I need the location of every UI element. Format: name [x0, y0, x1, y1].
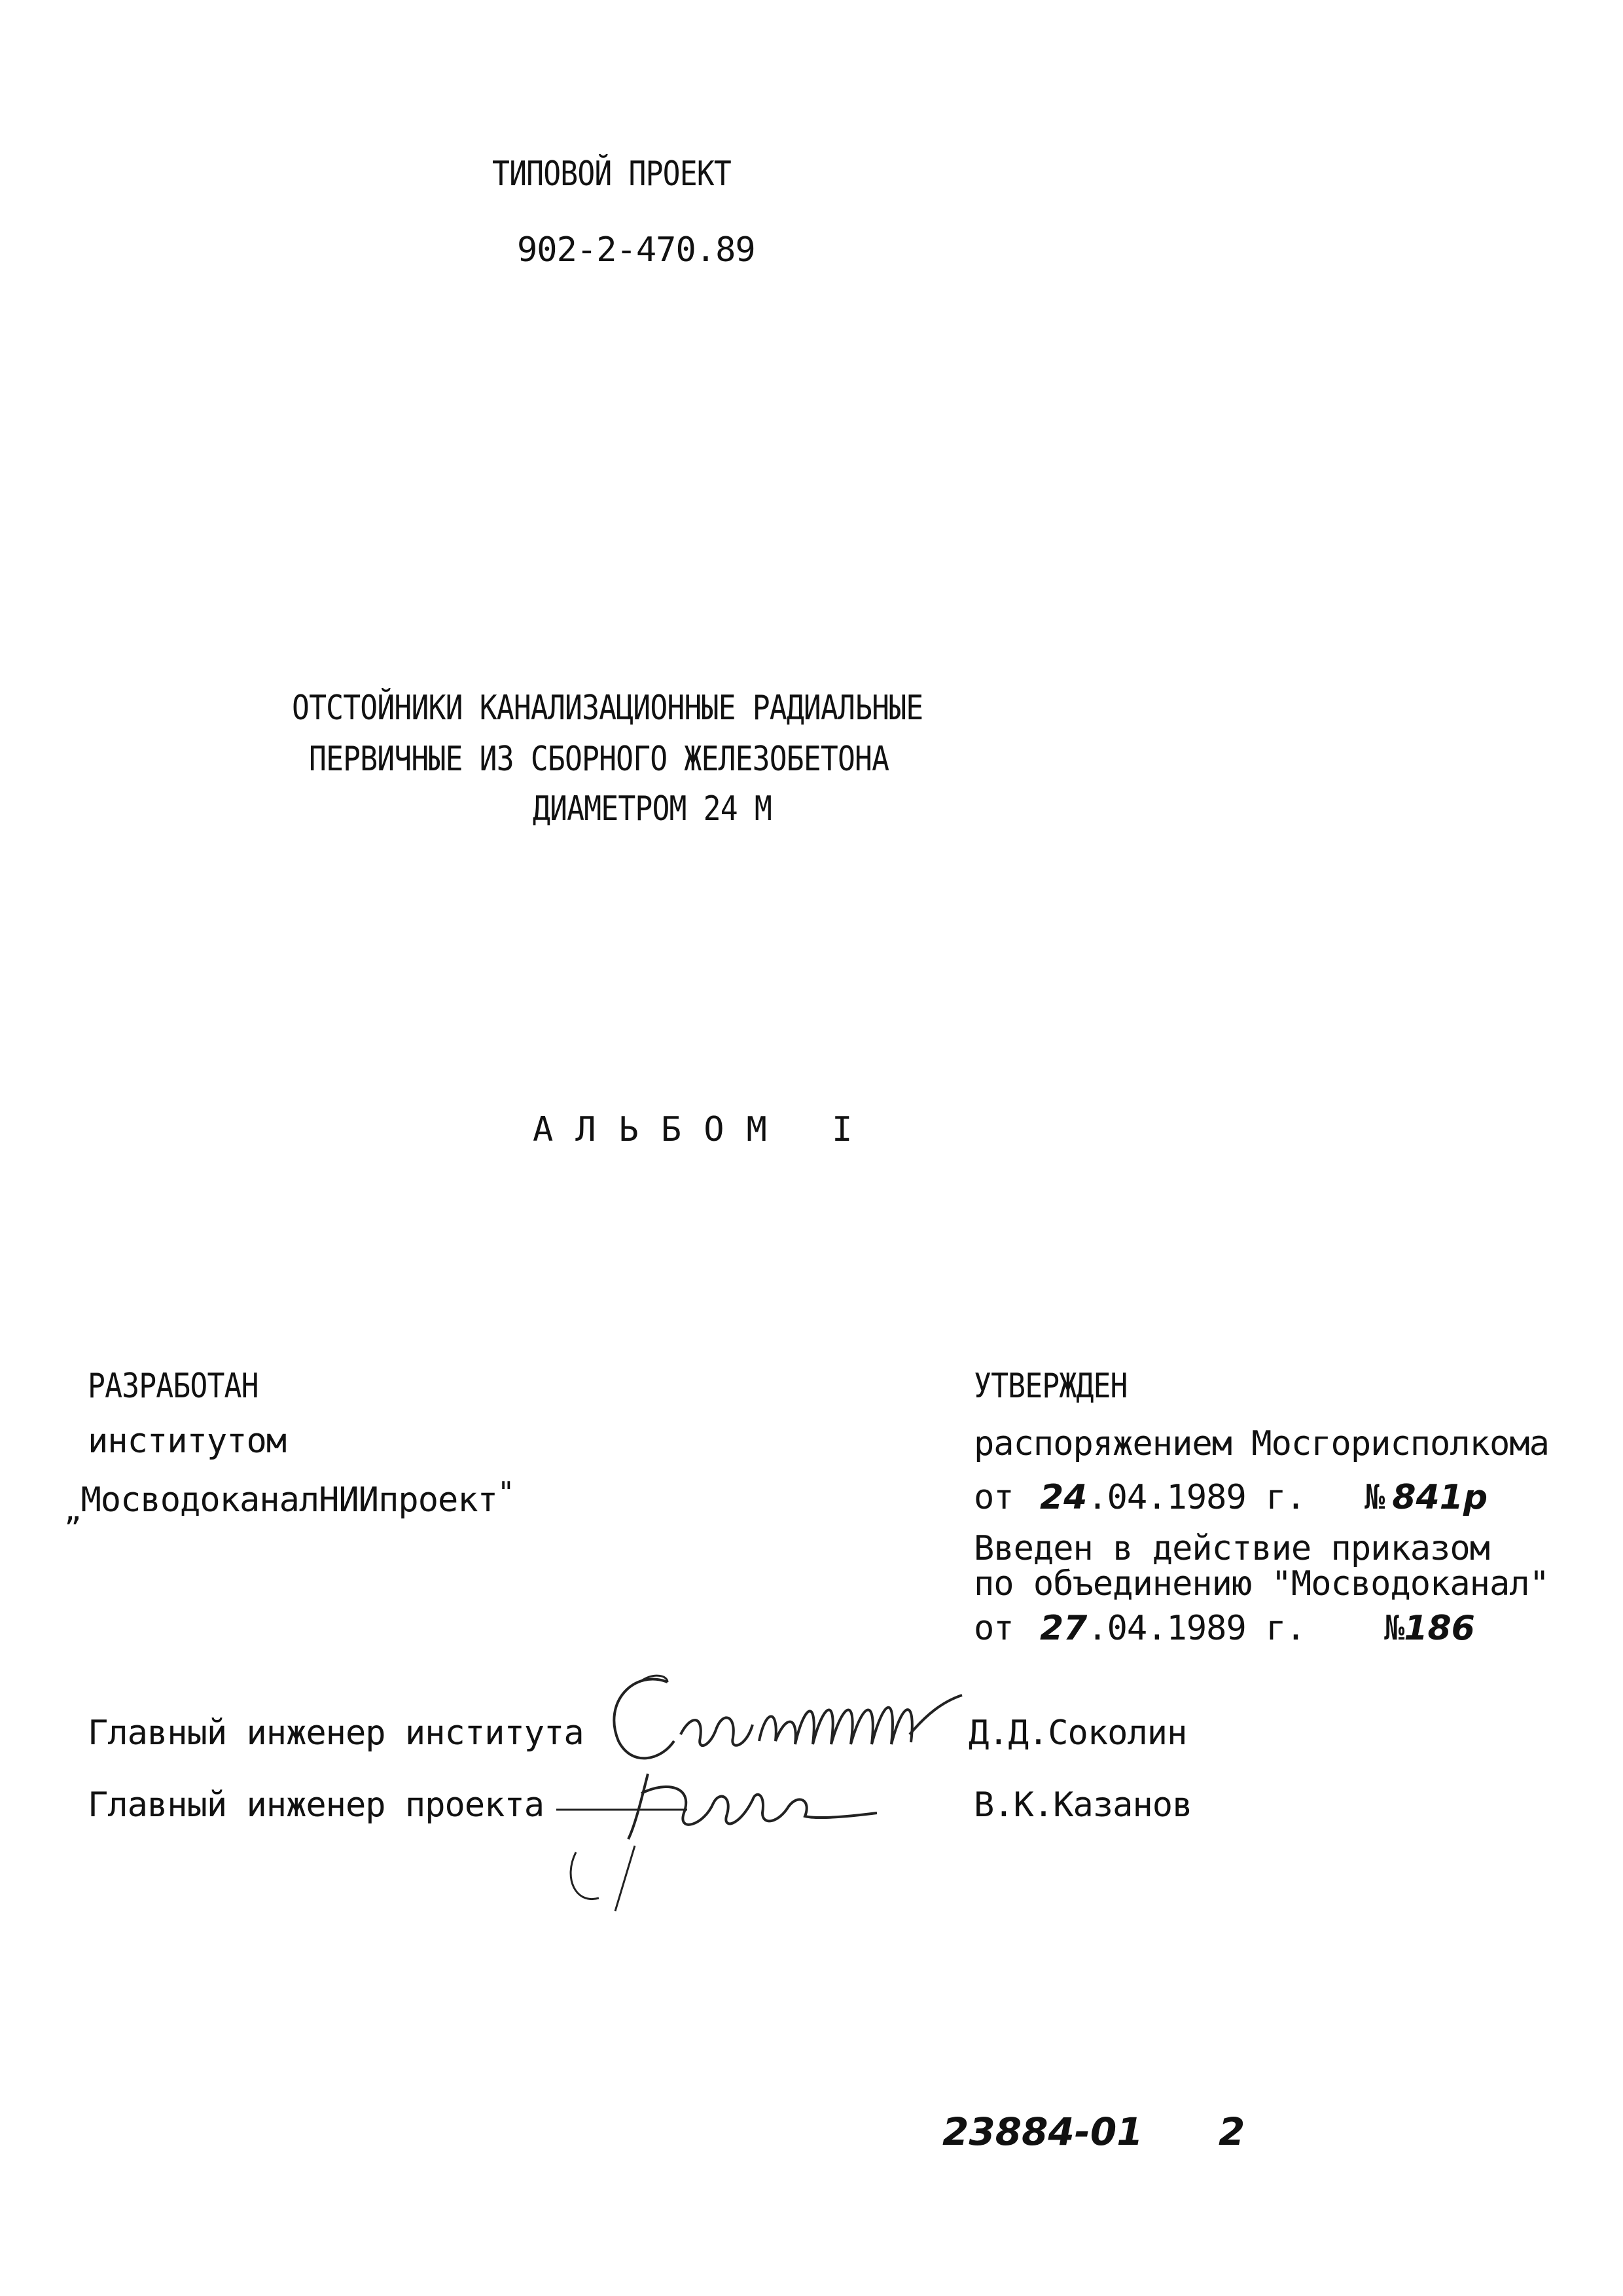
approval-order-date: .04.1989 г. [1087, 1478, 1306, 1517]
title-line-3: ДИАМЕТРОМ 24 М [533, 789, 772, 829]
approval-order-day: 24 [1039, 1478, 1088, 1517]
page-number: 2 [1219, 2109, 1245, 2154]
approval-order-line [974, 1480, 1488, 1515]
signature-project-chief [537, 1754, 903, 1924]
chief-engineer-institute-name: Д.Д.Соколин [969, 1713, 1187, 1753]
enactment-order-day: 27 [1039, 1609, 1088, 1648]
album-label: АЛЬБОМ I [533, 1110, 875, 1149]
approval-order-number: 841р [1392, 1478, 1488, 1517]
enactment-order-number: 186 [1404, 1609, 1475, 1648]
document-type-label: ТИПОВОЙ ПРОЕКТ [492, 154, 731, 194]
title-line-1: ОТСТОЙНИКИ КАНАЛИЗАЦИОННЫЕ РАДИАЛЬНЫЕ [292, 689, 923, 728]
institute-name: МосводоканалНИИпроект [80, 1480, 497, 1520]
developed-heading: РАЗРАБОТАН [88, 1367, 259, 1406]
signature-institute-chief [569, 1662, 988, 1767]
enactment-order-number-sign: № [1384, 1609, 1404, 1648]
developed-by-label: институтом [88, 1422, 287, 1461]
title-line-2: ПЕРВИЧНЫЕ ИЗ СБОРНОГО ЖЕЛЕЗОБЕТОНА [309, 740, 889, 779]
enactment-order-date: .04.1989 г. [1087, 1609, 1306, 1648]
approval-order-number-sign: № [1364, 1478, 1385, 1517]
enactment-order-line [974, 1609, 1475, 1648]
chief-engineer-project-label: Главный инженер проекта [88, 1785, 544, 1825]
approval-order-prefix: от [974, 1478, 1014, 1517]
chief-engineer-project-name: В.К.Казанов [974, 1785, 1192, 1825]
enacted-line-1: Введен в действие приказом [974, 1529, 1489, 1568]
institute-quote-open: „ [64, 1494, 81, 1528]
approved-by-label: распоряжением Мосгорисполкома [974, 1424, 1549, 1463]
enacted-line-2: по объединению "Мосводоканал" [974, 1564, 1549, 1604]
document-inventory-number: 23884-01 [942, 2109, 1143, 2154]
project-number: 902-2-470.89 [517, 230, 755, 270]
institute-quote-close: " [497, 1476, 514, 1509]
chief-engineer-institute-label: Главный инженер института [88, 1713, 584, 1753]
developed-institute [64, 1476, 514, 1528]
approved-heading: УТВЕРЖДЕН [974, 1367, 1128, 1406]
enactment-order-prefix: от [974, 1609, 1014, 1648]
